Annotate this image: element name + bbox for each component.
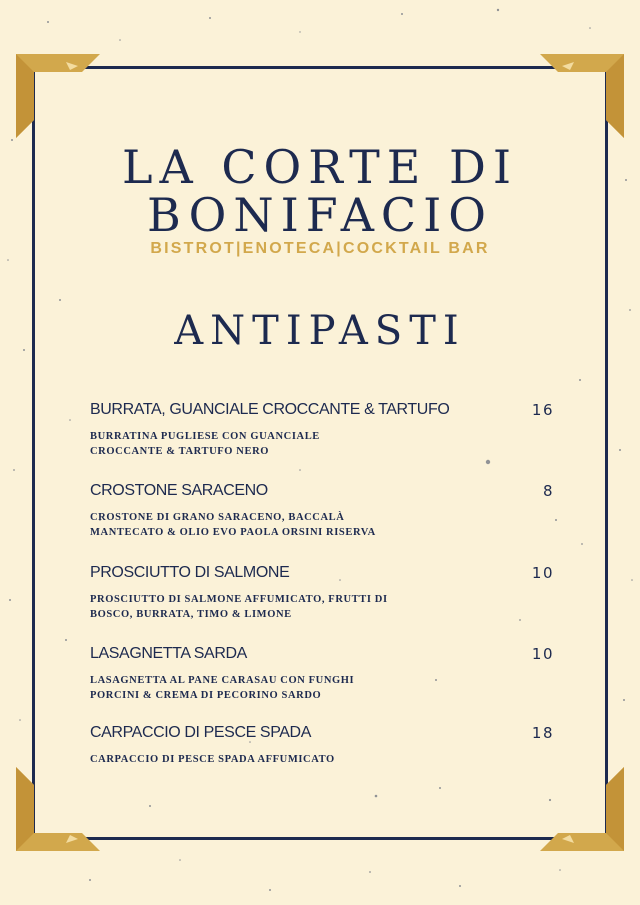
section-title: ANTIPASTI bbox=[174, 308, 466, 354]
menu-item bbox=[90, 723, 554, 768]
gold-corner-ornament-bottom-right bbox=[540, 767, 624, 851]
restaurant-name-line-1: LA CORTE DI bbox=[121, 140, 519, 194]
gold-corner-ornament-bottom-left bbox=[16, 767, 100, 851]
menu-item-description bbox=[90, 430, 390, 459]
menu-item-description-line: CROSTONE DI GRANO SARACENO, BACCALÀ bbox=[90, 512, 345, 523]
menu-item-description-line: CROCCANTE & TARTUFO NERO bbox=[90, 445, 270, 457]
menu-item bbox=[90, 563, 554, 622]
menu-item-name: CARPACCIO DI PESCE SPADA bbox=[90, 724, 311, 741]
menu-item-description-line: PROSCIUTTO DI SALMONE AFFUMICATO, FRUTTI DI bbox=[90, 594, 388, 605]
menu-item-price: 18 bbox=[531, 724, 554, 742]
menu-item-price: 16 bbox=[531, 401, 554, 419]
menu-item-description-line: PORCINI & CREMA DI PECORINO SARDO bbox=[90, 689, 322, 701]
gold-corner-ornament-top-left bbox=[16, 54, 100, 138]
restaurant-tagline: BISTROT|ENOTECA|COCKTAIL BAR bbox=[150, 240, 490, 257]
menu-item-description-line: BOSCO, BURRATA, TIMO & LIMONE bbox=[90, 608, 292, 620]
menu-item bbox=[90, 644, 554, 703]
gold-corner-ornament-top-right bbox=[540, 54, 624, 138]
menu-item-name: PROSCIUTTO DI SALMONE bbox=[90, 564, 290, 581]
menu-item-description bbox=[90, 674, 390, 703]
menu-item bbox=[90, 400, 554, 459]
menu-item bbox=[90, 481, 554, 540]
menu-item-name: LASAGNETTA SARDA bbox=[90, 645, 247, 662]
menu-item-price: 10 bbox=[531, 564, 554, 582]
menu-item-description bbox=[90, 593, 390, 622]
restaurant-name-line-2: BONIFACIO bbox=[146, 188, 493, 242]
menu-item-description bbox=[90, 753, 390, 768]
menu-item-name: CROSTONE SARACENO bbox=[90, 482, 268, 499]
menu-item-price: 8 bbox=[542, 482, 554, 500]
menu-item-description-line: CARPACCIO DI PESCE SPADA AFFUMICATO bbox=[90, 754, 335, 765]
menu-item-description-line: LASAGNETTA AL PANE CARASAU CON FUNGHI bbox=[90, 675, 355, 686]
menu-item-description bbox=[90, 511, 390, 540]
menu-item-description-line: BURRATINA PUGLIESE CON GUANCIALE bbox=[90, 431, 320, 442]
menu-item-price: 10 bbox=[531, 645, 554, 663]
menu-item-name: BURRATA, GUANCIALE CROCCANTE & TARTUFO bbox=[90, 401, 450, 418]
menu-item-description-line: MANTECATO & OLIO EVO PAOLA ORSINI RISERVA bbox=[90, 526, 376, 538]
